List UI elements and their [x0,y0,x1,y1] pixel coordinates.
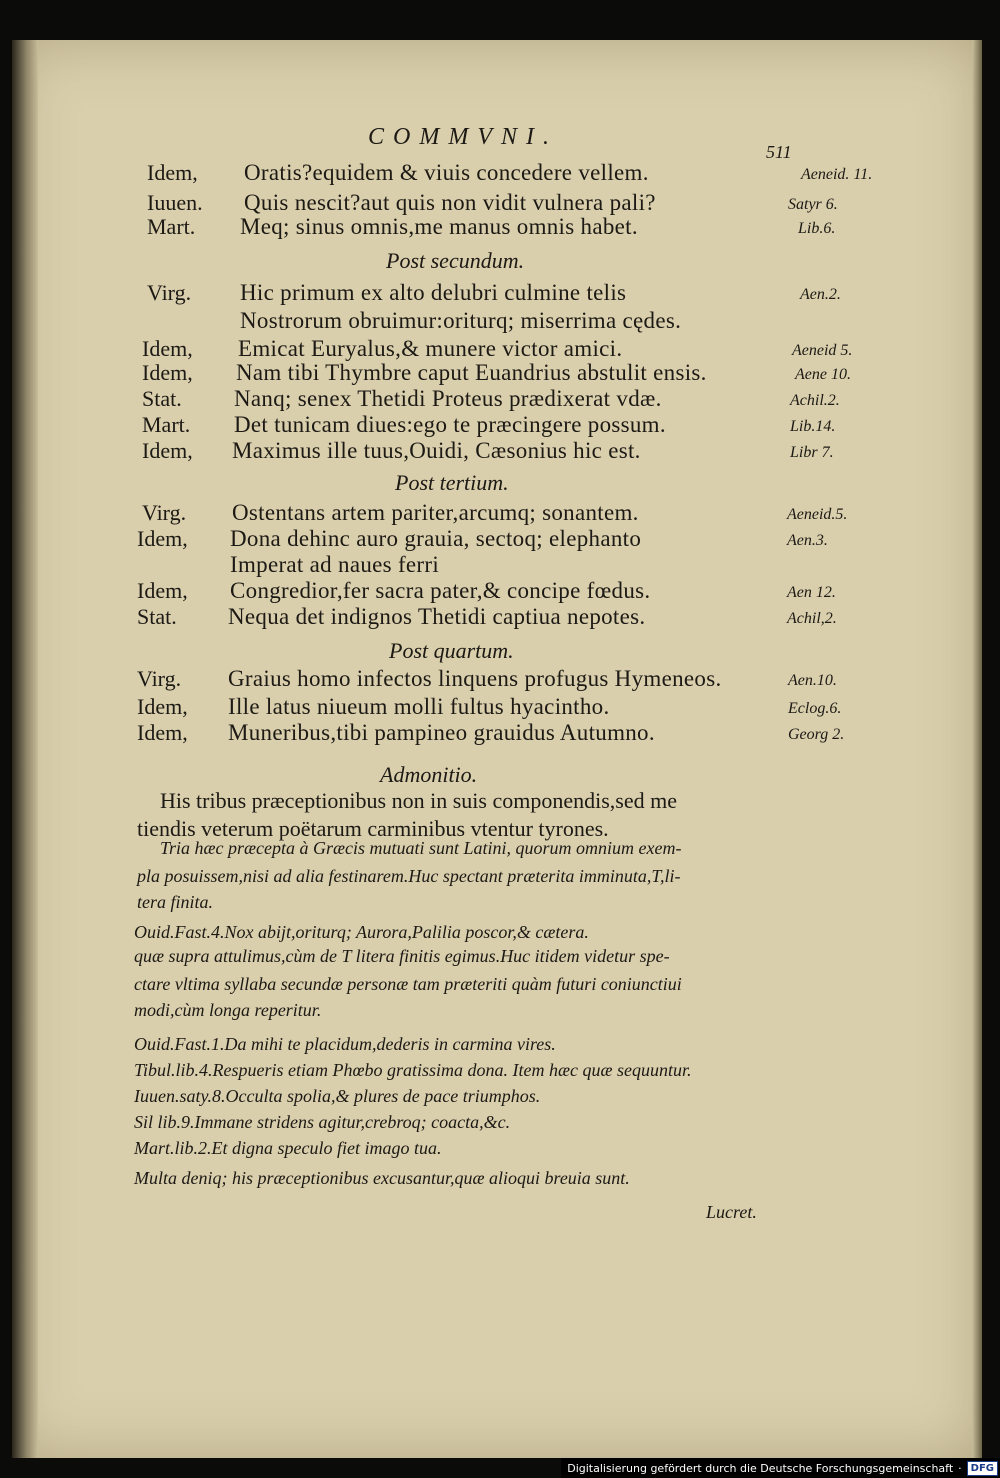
verse-line: Meq; sinus omnis,me manus omnis habet. [240,214,638,239]
speaker-abbrev: Idem, [137,720,188,745]
commentary-line: quæ supra attulimus,cùm de T litera finitis egimus.Huc itidem videtur spe- [134,946,670,966]
speaker-abbrev: Idem, [137,694,188,719]
book-spine [12,40,38,1458]
admonitio-line: His tribus præceptionibus non in suis componendis,sed me [160,788,677,813]
commentary-line: ctare vltima syllaba secundæ personæ tam præteriti quàm futuri coniunctiui [134,974,682,994]
source-reference: Lib.6. [798,220,836,237]
speaker-abbrev: Virg. [147,280,192,305]
speaker-abbrev: Virg. [142,500,187,525]
speaker-abbrev: Mart. [147,214,196,239]
commentary-line: Ouid.Fast.1.Da mihi te placidum,dederis in carmina vires. [134,1034,556,1054]
footer-text: Digitalisierung gefördert durch die Deutsche Forschungsgemeinschaft [567,1461,954,1475]
section-heading: Post secundum. [386,248,525,273]
verse-line: Quis nescit?aut quis non vidit vulnera pali? [244,190,656,215]
commentary-line: tera finita. [137,892,213,912]
commentary-line: Iuuen.saty.8.Occulta spolia,& plures de pace triumphos. [134,1086,541,1106]
source-reference: Georg 2. [788,726,845,743]
verse-line: Nam tibi Thymbre caput Euandrius abstulit ensis. [236,360,707,385]
catchword: Lucret. [706,1202,757,1222]
commentary-line: Tria hæc præcepta à Græcis mutuati sunt Latini, quorum omnium exem- [160,838,682,858]
page-number: 511 [766,142,792,162]
source-reference: Lib.14. [790,418,836,435]
verse-line: Ille latus niueum molli fultus hyacintho. [228,694,610,719]
source-reference: Achil,2. [787,610,837,627]
source-reference: Aene 10. [795,366,851,383]
admonitio-heading: Admonitio. [380,762,478,787]
admonitio-line: tiendis veterum poëtarum carminibus vtentur tyrones. [137,816,609,841]
verse-line: Ostentans artem pariter,arcumq; sonantem. [232,500,639,525]
source-reference: Aeneid.5. [787,506,848,523]
running-title: COMMVNI. [368,124,558,150]
source-reference: Aen.3. [787,532,828,549]
verse-line: Emicat Euryalus,& munere victor amici. [238,336,623,361]
commentary-line: pla posuissem,nisi ad alia festinarem.Huc spectant præterita imminuta,T,li- [137,866,681,886]
commentary-line: modi,cùm longa reperitur. [134,1000,322,1020]
source-reference: Libr 7. [790,444,834,461]
source-reference: Aeneid. 11. [801,166,873,183]
verse-line: Oratis?equidem & viuis concedere vellem. [244,160,649,185]
verse-line: Dona dehinc auro grauia, sectoq; elephanto [230,526,642,551]
speaker-abbrev: Idem, [142,438,193,463]
verse-line: Graius homo infectos linquens profugus Hymeneos. [228,666,722,691]
section-heading: Post quartum. [389,638,514,663]
commentary-line: Ouid.Fast.4.Nox abijt,oriturq; Aurora,Palilia poscor,& cætera. [134,922,589,942]
commentary-line: Multa deniq; his præceptionibus excusantur,quæ alioqui breuia sunt. [134,1168,630,1188]
speaker-abbrev: Idem, [137,578,188,603]
dfg-logo: DFG [967,1461,998,1476]
footer-bar: Digitalisierung gefördert durch die Deutsche Forschungsgemeinschaft · DFG [561,1458,1000,1478]
commentary-line: Tibul.lib.4.Respueris etiam Phœbo gratissima dona. Item hæc quæ sequuntur. [134,1060,692,1080]
speaker-abbrev: Idem, [142,360,193,385]
verse-line: Muneribus,tibi pampineo grauidus Autumno. [228,720,655,745]
speaker-abbrev: Mart. [142,412,191,437]
verse-line: Nanq; senex Thetidi Proteus prædixerat vdæ. [234,386,662,411]
verse-line: Hic primum ex alto delubri culmine telis [240,280,627,305]
verse-line: Nequa det indignos Thetidi captiua nepotes. [228,604,646,629]
source-reference: Aen 12. [787,584,836,601]
source-reference: Aen.2. [800,286,841,303]
speaker-abbrev: Stat. [142,386,182,411]
source-reference: Eclog.6. [788,700,842,717]
commentary-line: Mart.lib.2.Et digna speculo fiet imago tua. [134,1138,442,1158]
source-reference: Aeneid 5. [792,342,853,359]
verse-line: Maximus ille tuus,Ouidi, Cæsonius hic est. [232,438,641,463]
page-edge [972,40,982,1458]
speaker-abbrev: Iuuen. [147,190,203,215]
source-reference: Aen.10. [788,672,837,689]
speaker-abbrev: Stat. [137,604,177,629]
speaker-abbrev: Idem, [137,526,188,551]
verse-line: Imperat ad naues ferri [230,552,440,577]
section-heading: Post tertium. [395,470,509,495]
verse-line: Congredior,fer sacra pater,& concipe fœdus. [230,578,651,603]
source-reference: Satyr 6. [788,196,838,213]
verse-line: Det tunicam diues:ego te præcingere possum. [234,412,666,437]
verse-line: Nostrorum obruimur:oriturq; miserrima cędes. [240,308,682,333]
speaker-abbrev: Idem, [142,336,193,361]
commentary-line: Sil lib.9.Immane stridens agitur,crebroq; coacta,&c. [134,1112,511,1132]
source-reference: Achil.2. [790,392,840,409]
speaker-abbrev: Idem, [147,160,198,185]
speaker-abbrev: Virg. [137,666,182,691]
